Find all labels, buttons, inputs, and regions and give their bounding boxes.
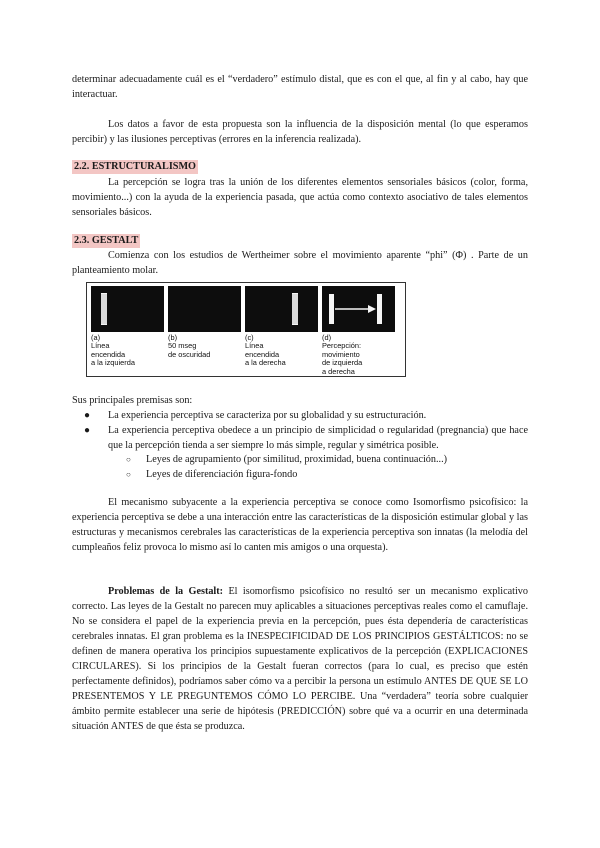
panel-c <box>245 286 318 332</box>
bullet-item <box>84 408 528 423</box>
heading-estructuralismo: 2.2. ESTRUCTURALISMO <box>74 161 196 172</box>
paragraph-problemas <box>72 584 528 734</box>
bullet-icon: ● <box>84 410 91 421</box>
movement-arrow-icon <box>322 286 395 332</box>
caption-b: (b) 50 mseg de oscuridad <box>168 333 211 359</box>
line-right-icon <box>245 286 318 332</box>
caption-a: (a) Línea encendida a la izquierda <box>91 333 135 368</box>
bullet-item <box>84 423 528 453</box>
panel-b <box>168 286 241 332</box>
sub-bullet-item <box>128 452 447 467</box>
circle-bullet-icon: ○ <box>126 470 131 479</box>
panel-d <box>322 286 395 332</box>
sub-bullet-text: Leyes de agrupamiento (por similitud, proximidad, buena continuación...) <box>146 454 448 465</box>
phi-movement-figure <box>86 282 406 377</box>
heading-gestalt: 2.3. GESTALT <box>74 235 139 246</box>
sub-bullet-item <box>128 467 297 482</box>
circle-bullet-icon: ○ <box>126 455 131 464</box>
problemas-lead: Problemas de la Gestalt: <box>108 586 224 597</box>
sub-bullet-text: Leyes de diferenciación figura-fondo <box>146 469 298 480</box>
paragraph-estructuralismo: La percepción se logra tras la unión de los diferentes elementos sensoriales básicos (color, forma, movimiento...) con la ayuda de la experiencia pasada, que actúa como contexto asociativo de tales elementos sensoriales básicos. <box>72 177 528 218</box>
problemas-text: El isomorfismo psicofísico no resultó ser un mecanismo explicativo correcto. Las leyes de la Gestalt no parecen muy aplicables a situaciones perceptivas reales como el camuflaje. No se considera el papel de la experiencia previa en la percepción, pues ésta dependería de características cerebrales innatas. El gran problema es la INESPECIFICIDAD DE LOS PRINCIPIOS GESTÁLTICOS: no se definen de manera operativa los principios supuestamente explicativos de la percepción (EXPLICACIONES CIRCULARES). Si los principios de la Gestalt fueran correctos (para lo cual, es preciso que estén perfectamente definidos), podríamos saber cómo va a percibir la persona un estímulo ANTES DE QUE SE LO PRESENTEMOS Y LE PREGUNTEMOS CÓMO LO PERCIBE. Una “verdadera” teoría sobre cualquier ámbito permite establecer una serie de hipótesis (PREDICCIÓN) sobre qué va a ocurrir en una determinada situación ANTES de que ésta se produzca. <box>72 586 528 732</box>
paragraph-mecanismo: El mecanismo subyacente a la experiencia perceptiva se conoce como Isomorfismo psicofísico: la experiencia perceptiva se debe a una interacción entre las características de la disposición estimular global y las estructuras y mecanismos cerebrales las características de la experiencia perceptiva son innatas (la melodía del cumpleaños feliz provoca lo mismo así lo canten mis amigos o una orquesta). <box>72 497 528 553</box>
panel-a <box>91 286 164 332</box>
line-left-icon <box>91 286 164 332</box>
caption-d: (d) Percepción: movimiento de izquierda a derecha <box>322 333 363 376</box>
caption-c: (c) Línea encendida a la derecha <box>245 333 286 368</box>
bullet-text: La experiencia perceptiva obedece a un principio de simplicidad o regularidad (pregnancia) que hace que la percepción tienda a ser siempre lo más simple, regular y simétrica posible. <box>108 425 528 451</box>
premisas-intro: Sus principales premisas son: <box>72 395 193 406</box>
bullet-icon: ● <box>84 425 91 436</box>
bullet-text: La experiencia perceptiva se caracteriza por su globalidad y su estructuración. <box>108 410 427 421</box>
paragraph-intro: determinar adecuadamente cuál es el “verdadero” estímulo distal, que es con el que, al fin y al cabo, hay que interactuar. <box>72 74 528 100</box>
paragraph-datos: Los datos a favor de esta propuesta son la influencia de la disposición mental (lo que esperamos percibir) y las ilusiones perceptivas (errores en la inferencia realizada). <box>72 119 528 145</box>
paragraph-gestalt: Comienza con los estudios de Wertheimer sobre el movimiento aparente “phi” (Φ) . Parte de un planteamiento molar. <box>72 250 528 276</box>
